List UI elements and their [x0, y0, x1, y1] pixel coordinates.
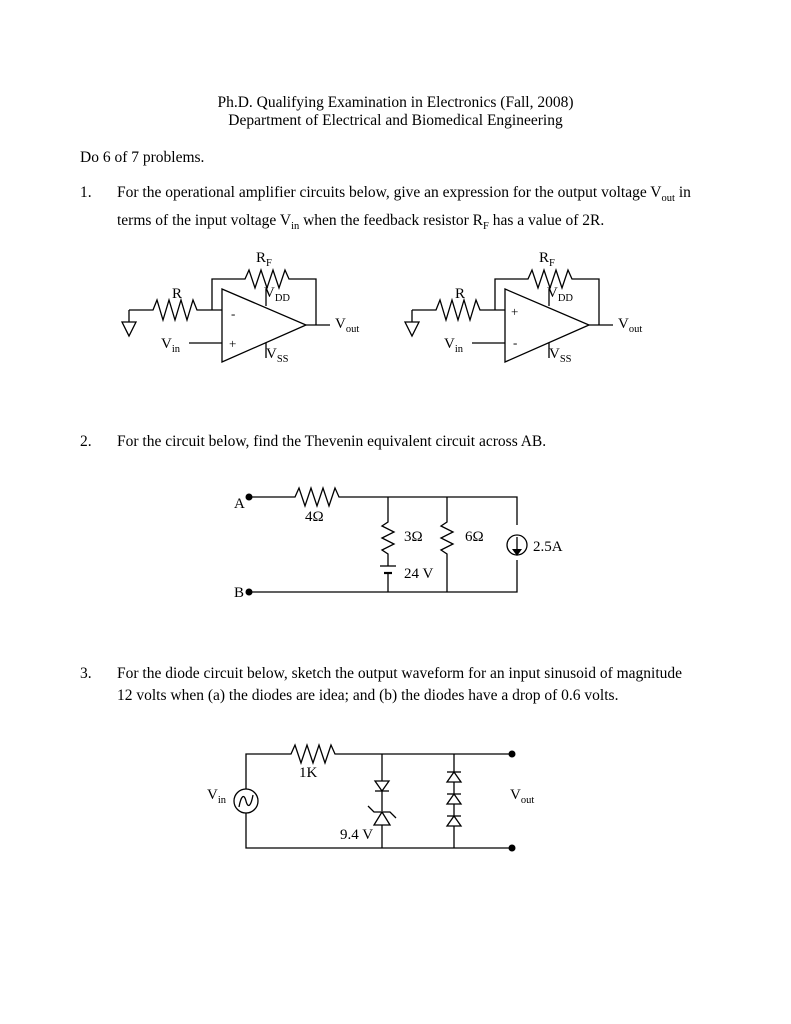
instructions: Do 6 of 7 problems. — [80, 149, 205, 166]
battery-label: 24 V — [404, 566, 434, 582]
noninverting-input-sign: + — [229, 336, 237, 351]
diode-4 — [447, 816, 461, 826]
bottom-wire — [246, 813, 512, 848]
vout-label: $V_{out}$ — [618, 316, 643, 335]
current-source-label: 2.5A — [533, 539, 563, 555]
resistor-label: 1K — [299, 765, 318, 781]
rf-label: $R_F$ — [256, 250, 272, 269]
problem-1-number: 1. — [80, 184, 92, 201]
vdd-label: $V_{DD}$ — [547, 285, 574, 304]
vin-label: $V_{in}$ — [444, 336, 464, 355]
output-terminal-bottom — [509, 845, 516, 852]
node-a-label: A — [234, 496, 245, 512]
diode-3 — [447, 794, 461, 804]
department-name: Department of Electrical and Biomedical Engineering — [228, 112, 563, 129]
r2-label: 3Ω — [404, 529, 423, 545]
resistor-1k — [246, 745, 512, 789]
rf-label: $R_F$ — [539, 250, 555, 269]
sine-icon — [239, 795, 253, 807]
vin-label: $V_{in}$ — [161, 336, 181, 355]
problem-2-text: For the circuit below, find the Thevenin equivalent circuit across AB. — [117, 433, 547, 450]
noninverting-input-sign: + — [511, 304, 519, 319]
r-label: R — [172, 286, 183, 302]
problem-3-text: For the diode circuit below, sketch the output waveform for an input sinusoid of magnitude 12 volts when (a) the diodes are idea; and (b) the diodes have a drop of 0.6 volts. — [117, 665, 683, 704]
vss-label: $V_{SS}$ — [266, 346, 289, 365]
diode-1 — [375, 781, 389, 791]
inverting-input-sign: - — [513, 335, 518, 350]
vout-label: $V_{out}$ — [335, 316, 360, 335]
node-b-label: B — [234, 585, 245, 601]
problem-2-number: 2. — [80, 433, 92, 450]
diode-2 — [447, 772, 461, 782]
vout-label: $V_{out}$ — [510, 787, 535, 806]
vss-label: $V_{SS}$ — [549, 346, 572, 365]
inverting-input-sign: - — [231, 306, 236, 321]
zener-diode — [374, 812, 390, 825]
vin-label: $V_{in}$ — [207, 787, 227, 806]
output-terminal-top — [509, 751, 516, 758]
problem-1-text: For the operational amplifier circuits below, give an expression for the output voltage $V_{out}$ in terms of the input voltage $V_{in}$ when the feedback resistor $R_F$ has a value of 2R. — [117, 184, 691, 233]
r-label: R — [455, 286, 466, 302]
r1-label: 4Ω — [305, 509, 324, 525]
r3-label: 6Ω — [465, 529, 484, 545]
zener-label: 9.4 V — [340, 827, 374, 843]
vdd-label: $V_{DD}$ — [264, 285, 291, 304]
exam-title: Ph.D. Qualifying Examination in Electronics (Fall, 2008) — [217, 94, 574, 111]
problem-3-number: 3. — [80, 665, 92, 682]
